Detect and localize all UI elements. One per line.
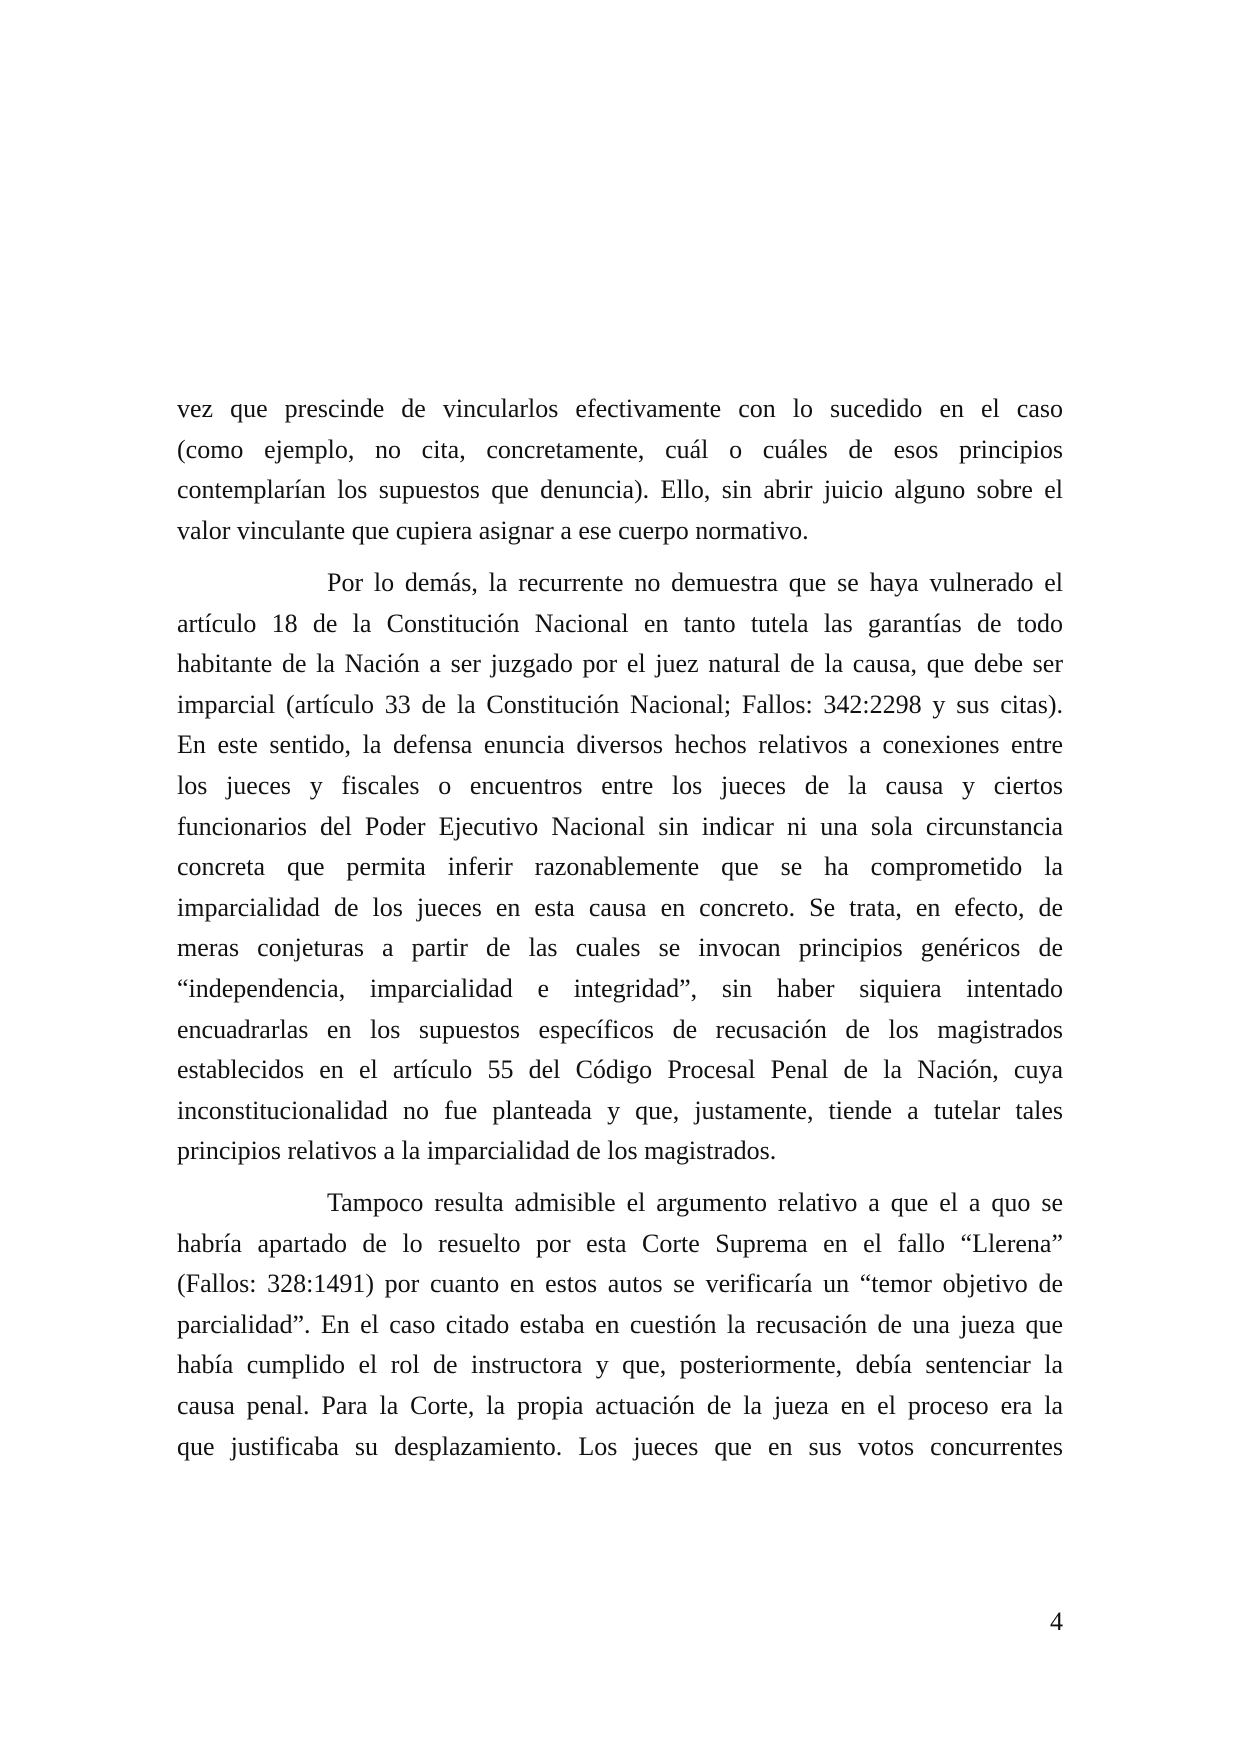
text-line: valor vinculante que cupiera asignar a ese cuerpo normativo. [177,515,809,545]
text-line: En este sentido, la defensa enuncia diversos hechos relativos a conexiones entre [177,730,1063,760]
text-line: establecidos en el artículo 55 del Código Procesal Penal de la Nación, cuya [177,1055,1063,1085]
text-line: vez que prescinde de vincularlos efectivamente con lo sucedido en el caso [177,394,1063,423]
text-line: había cumplido el rol de instructora y que, posteriormente, debía sentenciar la [177,1350,1063,1380]
text-line: habitante de la Nación a ser juzgado por el juez natural de la causa, que debe ser [177,649,1063,679]
text-line: los jueces y fiscales o encuentros entre los jueces de la causa y ciertos [177,770,1063,800]
paragraph-1 [177,389,1063,551]
text-line: parcialidad”. En el caso citado estaba en cuestión la recusación de una jueza que [177,1309,1063,1339]
text-line: (como ejemplo, no cita, concretamente, cuál o cuáles de esos principios [177,434,1063,464]
text-line: concreta que permita inferir razonablemente que se ha comprometido la [177,852,1063,882]
text-line: encuadrarlas en los supuestos específicos de recusación de los magistrados [177,1014,1063,1044]
paragraph-2 [177,563,1063,1172]
text-line: imparcial (artículo 33 de la Constitución Nacional; Fallos: 342:2298 y sus citas). [177,689,1063,719]
page-number: 4 [1050,1607,1063,1636]
paragraph-3 [177,1183,1063,1467]
text-line: (Fallos: 328:1491) por cuanto en estos autos se verificaría un “temor objetivo de [177,1269,1063,1299]
text-line: habría apartado de lo resuelto por esta Corte Suprema en el fallo “Llerena” [177,1228,1063,1258]
text-line: inconstitucionalidad no fue planteada y que, justamente, tiende a tutelar tales [177,1095,1063,1125]
text-line: Tampoco resulta admisible el argumento relativo a que el a quo se [327,1188,1063,1217]
text-line: que justificaba su desplazamiento. Los jueces que en sus votos concurrentes [177,1431,1063,1461]
text-line: contemplarían los supuestos que denuncia). Ello, sin abrir juicio alguno sobre el [177,475,1063,505]
text-line: causa penal. Para la Corte, la propia actuación de la jueza en el proceso era la [177,1390,1063,1420]
text-line: funcionarios del Poder Ejecutivo Nacional sin indicar ni una sola circunstancia [177,811,1063,841]
text-line: imparcialidad de los jueces en esta causa en concreto. Se trata, en efecto, de [177,892,1063,922]
text-line: Por lo demás, la recurrente no demuestra que se haya vulnerado el [327,568,1063,597]
text-line: “independencia, imparcialidad e integridad”, sin haber siquiera intentado [177,973,1063,1003]
text-line: artículo 18 de la Constitución Nacional en tanto tutela las garantías de todo [177,608,1063,638]
text-line: principios relativos a la imparcialidad de los magistrados. [177,1136,777,1166]
text-line: meras conjeturas a partir de las cuales se invocan principios genéricos de [177,933,1063,963]
